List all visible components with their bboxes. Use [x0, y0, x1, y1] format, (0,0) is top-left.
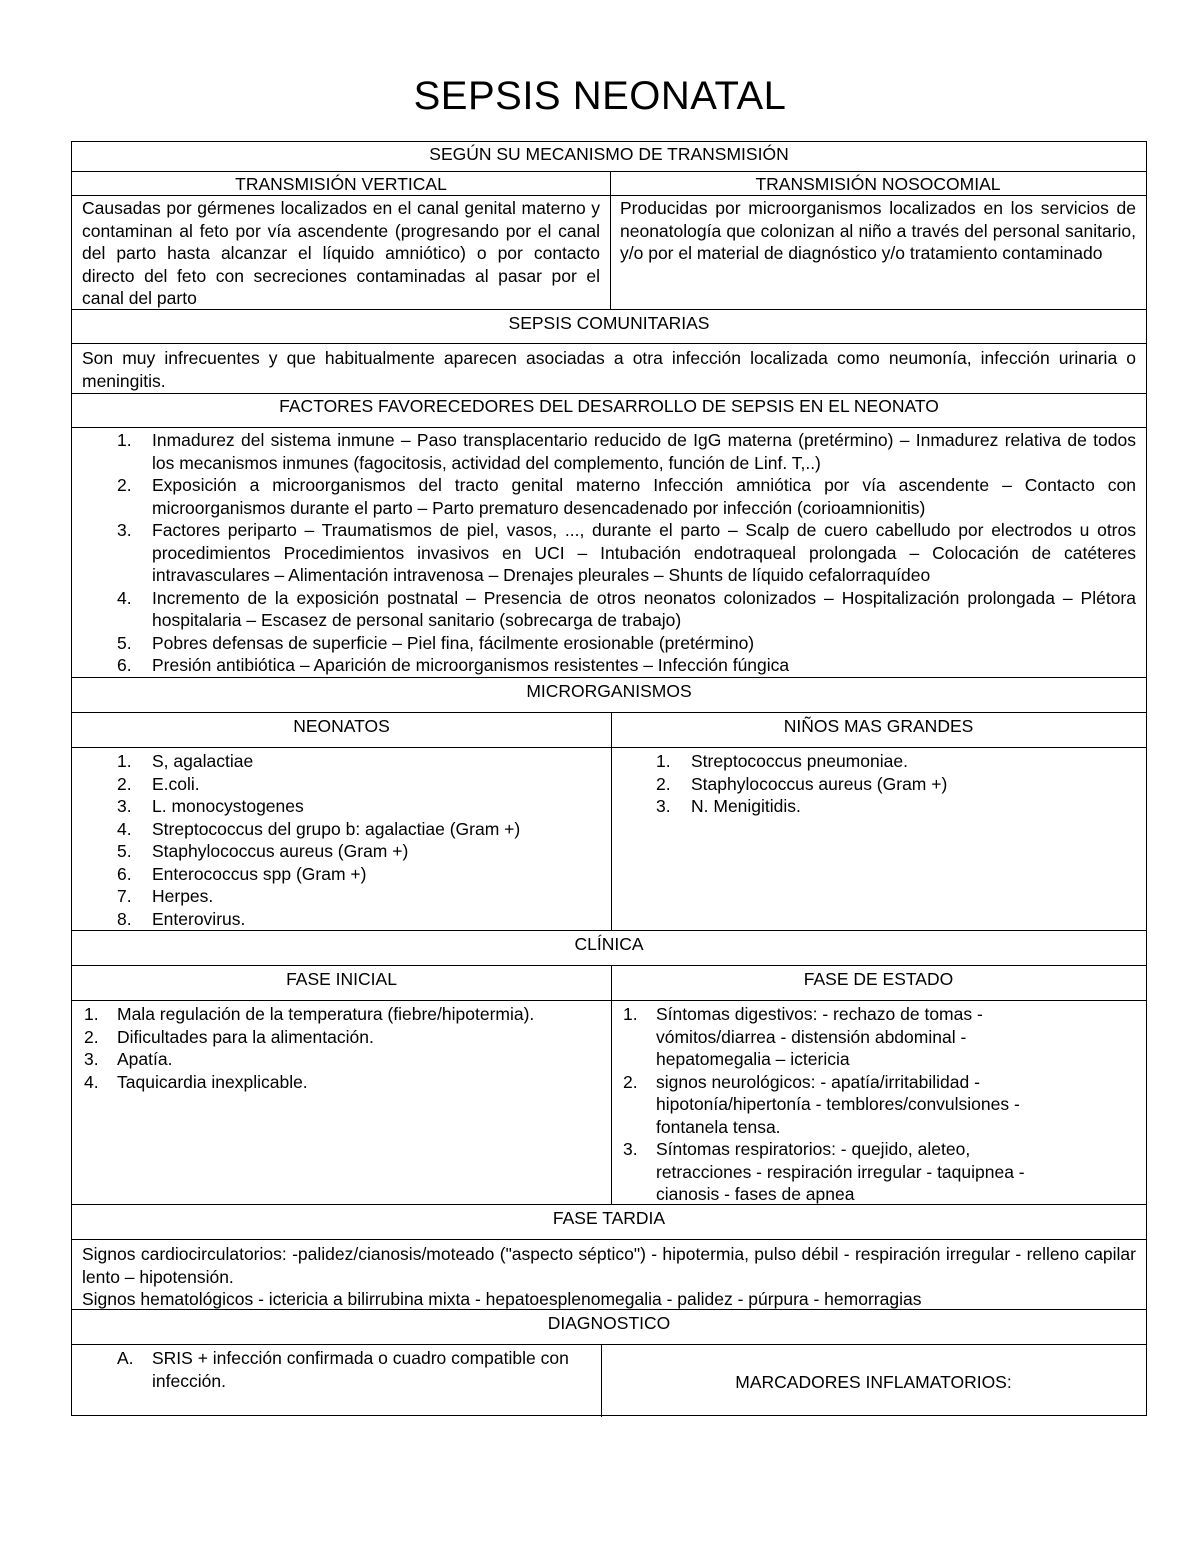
list-item: 3. N. Menigitidis. — [656, 796, 801, 816]
list-item: 4. Taquicardia inexplicable. — [84, 1071, 308, 1092]
microorganismos-header: MICRORGANISMOS — [526, 681, 692, 701]
list-item: A. SRIS + infección confirmada o cuadro compatible con infección. — [117, 1348, 569, 1391]
list-item: 6. Presión antibiótica – Aparición de microorganismos resistentes – Infección fúngica — [117, 655, 790, 675]
list-item: 3. Apatía. — [84, 1049, 173, 1069]
list-item: 5. Staphylococcus aureus (Gram +) — [117, 841, 409, 861]
list-item: 5. Pobres defensas de superficie – Piel fina, fácilmente erosionable (pretérmino) — [117, 632, 755, 653]
comunitarias-text-row — [72, 343, 1146, 393]
diagnostico-content-row — [72, 1344, 1146, 1417]
vertical-text: Causadas por gérmenes localizados en el canal genital materno y contaminan al feto por vía ascendente (progresando por el canal del parto hasta alcanzar el líquido amniótico) o por contacto directo del feto con secreciones contaminadas al pasar por el canal del parto — [82, 198, 600, 308]
clinica-header-row — [72, 930, 1146, 965]
list-item: 1. Síntomas digestivos: - rechazo de tomas -vómitos/diarrea - distensión abdominal - hepatomegalia – ictericia — [623, 1004, 983, 1069]
diagnostico-header: DIAGNOSTICO — [547, 1313, 671, 1333]
clinica-header: CLÍNICA — [574, 934, 644, 954]
fase-estado-list — [611, 1001, 1146, 1204]
list-item: 2. signos neurológicos: - apatía/irritabilidad - hipotonía/hipertonía - temblores/convulsiones - fontanela tensa. — [623, 1071, 1020, 1137]
list-item: 8. Enterovirus. — [117, 908, 246, 929]
ninos-list — [611, 748, 1146, 930]
fase-inicial-list — [72, 1001, 611, 1204]
transmision-labels-row — [72, 171, 1146, 195]
comunitarias-header: SEPSIS COMUNITARIAS — [508, 313, 710, 333]
list-item: 7. Herpes. — [117, 886, 214, 906]
list-item: 2. Exposición a microorganismos del tracto genital materno Infección amniótica por vía ascendente – Contacto con microorganismos durante el parto – Parto prematuro desencadenado por infección (corioamnionitis) — [117, 475, 1136, 518]
ninos-label: NIÑOS MAS GRANDES — [783, 716, 974, 736]
list-item: 3. L. monocystogenes — [117, 796, 304, 816]
comunitarias-text: Son muy infrecuentes y que habitualmente aparecen asociadas a otra infección localizada como neumonía, infección urinaria o meningitis. — [82, 348, 1136, 391]
list-item: 6. Enterococcus spp (Gram +) — [117, 863, 367, 884]
transmision-header: SEGÚN SU MECANISMO DE TRANSMISIÓN — [429, 144, 789, 164]
list-item: 4. Incremento de la exposición postnatal – Presencia de otros neonatos colonizados – Hospitalización prolongada – Plétora hospitalaria – Escasez de personal sanitario (sobrecarga de trabajo) — [117, 587, 1136, 630]
sepsis-table — [71, 141, 1147, 1416]
factores-list — [72, 428, 1146, 677]
list-item: 1. Streptococcus pneumoniae. — [656, 751, 908, 771]
nosocomial-text: Producidas por microorganismos localizados en los servicios de neonatología que colonizan al niño a través del personal sanitario, y/o por el material de diagnóstico y/o tratamiento contaminado — [620, 198, 1136, 263]
list-item: 3. Síntomas respiratorios: - quejido, aleteo, retracciones - respiración irregular - taquipnea - cianosis - fases de apnea — [623, 1139, 1025, 1204]
microorganismos-header-row — [72, 677, 1146, 712]
clinica-lists-row — [72, 1000, 1146, 1204]
tardia-header-row — [72, 1204, 1146, 1239]
tardia-hemato-text: Signos hematológicos - ictericia a bilirrubina mixta - hepatoesplenomegalia - palidez - púrpura - hemorragias — [82, 1289, 922, 1309]
transmision-text-row — [72, 195, 1146, 309]
factores-list-row — [72, 427, 1146, 677]
clinica-labels-row — [72, 965, 1146, 1000]
neonatos-label: NEONATOS — [293, 716, 390, 736]
neonatos-list — [72, 748, 611, 930]
list-item: 1. Mala regulación de la temperatura (fiebre/hipotermia). — [84, 1004, 535, 1024]
comunitarias-header-row — [72, 309, 1146, 343]
list-item: 2. Dificultades para la alimentación. — [84, 1026, 374, 1047]
tardia-text — [72, 1240, 1146, 1309]
marcadores-label: MARCADORES INFLAMATORIOS: — [735, 1372, 1012, 1392]
list-item: 2. E.coli. — [117, 773, 200, 794]
tardia-cardio-text: Signos cardiocirculatorios: -palidez/cianosis/moteado ("aspecto séptico") - hipotermia, pulso débil - respiración irregular - relleno capilar lento – hipotensión. — [82, 1244, 1136, 1287]
list-item: 1. Inmadurez del sistema inmune – Paso transplacentario reducido de IgG materna (pretérmino) – Inmadurez relativa de todos los mecanismos inmunes (fagocitosis, actividad del complemento, función de Linf. T,..) — [117, 430, 1136, 473]
fase-estado-label: FASE DE ESTADO — [803, 969, 954, 989]
microorganismos-lists-row — [72, 747, 1146, 930]
tardia-header: FASE TARDIA — [552, 1208, 666, 1228]
list-item: 3. Factores periparto – Traumatismos de piel, vasos, ..., durante el parto – Scalp de cuero cabelludo por electrodos u otros procedimientos Procedimientos invasivos en UCI – Intubación endotraqueal prolongada – Colocación de catéteres intravasculares – Alimentación intravenosa – Drenajes pleurales – Shunts de líquido cefalorraquídeo — [117, 520, 1136, 585]
list-item: 1. S, agalactiae — [117, 751, 254, 771]
fase-inicial-label: FASE INICIAL — [286, 969, 397, 989]
list-item: 2. Staphylococcus aureus (Gram +) — [656, 773, 948, 794]
tardia-text-row — [72, 1239, 1146, 1309]
microorganismos-labels-row — [72, 712, 1146, 747]
list-item: 4. Streptococcus del grupo b: agalactiae (Gram +) — [117, 818, 521, 839]
vertical-label: TRANSMISIÓN VERTICAL — [235, 174, 447, 194]
diagnostico-header-row — [72, 1309, 1146, 1344]
nosocomial-label: TRANSMISIÓN NOSOCOMIAL — [755, 174, 1001, 194]
diagnostico-criteria — [72, 1345, 601, 1417]
factores-header-row — [72, 393, 1146, 427]
transmision-header-row — [72, 142, 1146, 171]
factores-header: FACTORES FAVORECEDORES DEL DESARROLLO DE SEPSIS EN EL NEONATO — [279, 396, 939, 416]
page-title: SEPSIS NEONATAL — [413, 74, 787, 118]
